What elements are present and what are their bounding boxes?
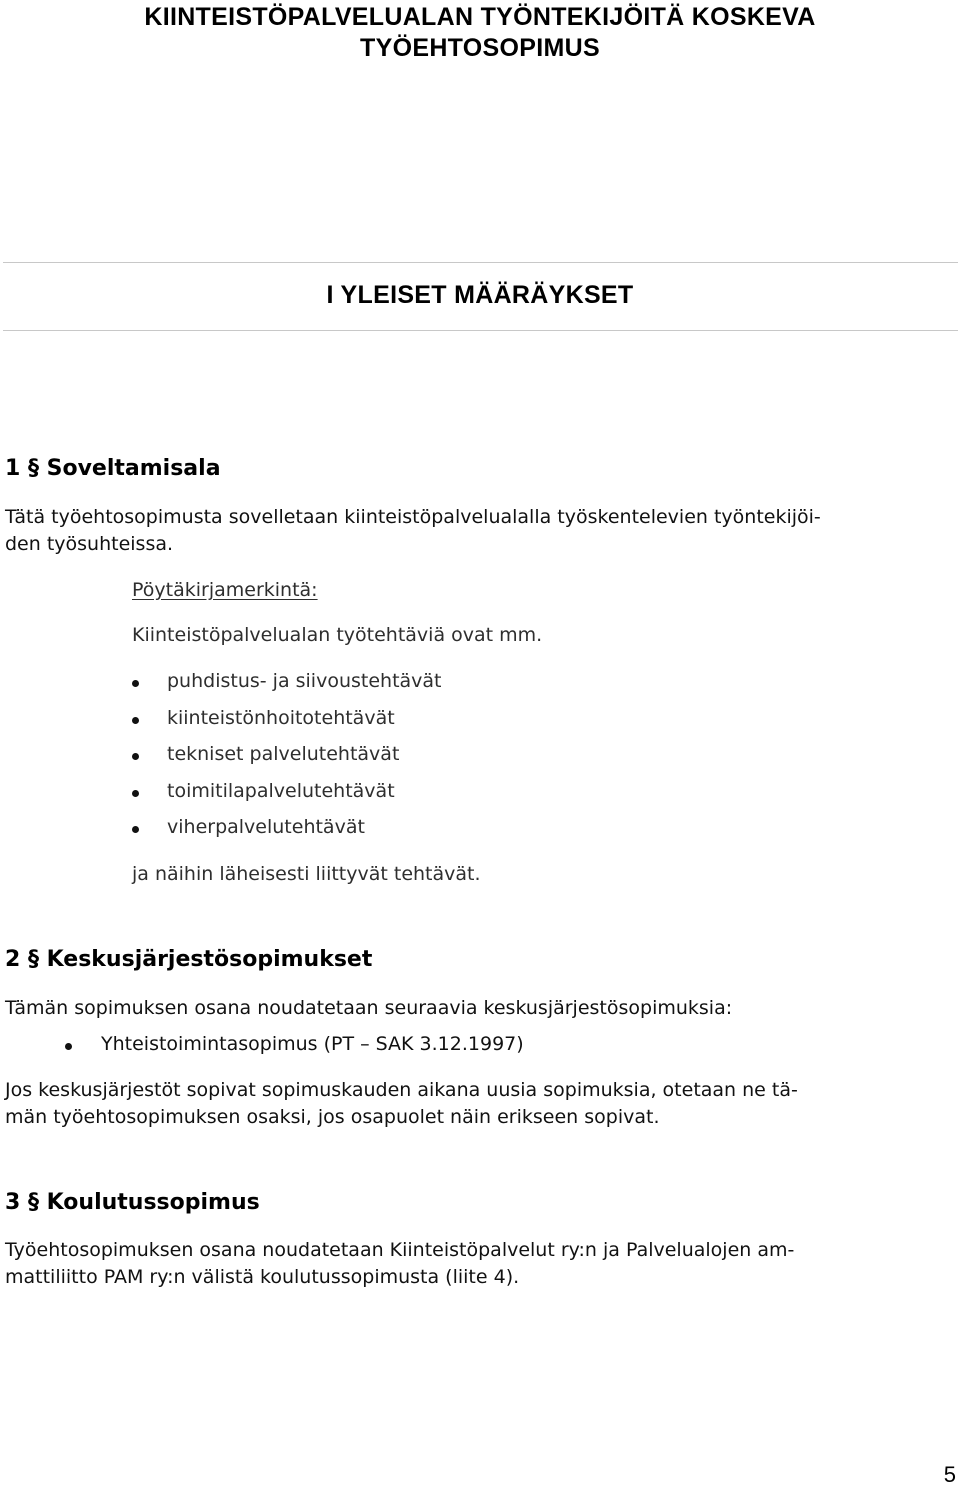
bullet-icon xyxy=(132,826,139,833)
note-intro: Kiinteistöpalvelualan työtehtäviä ovat mm. xyxy=(132,624,543,646)
bullet-icon xyxy=(132,680,139,687)
section-2-paragraph-line-1: Jos keskusjärjestöt sopivat sopimuskauden aikana uusia sopimuksia, otetaan ne tä- xyxy=(5,1079,798,1101)
section-2-paragraph-line-2: män työehtosopimuksen osaksi, jos osapuolet näin erikseen sopivat. xyxy=(5,1106,660,1128)
section-3-heading: 3 § Koulutussopimus xyxy=(5,1190,260,1215)
bullet-icon xyxy=(65,1043,72,1050)
bullet-icon xyxy=(132,753,139,760)
document-title-line-2: TYÖEHTOSOPIMUS xyxy=(360,34,600,62)
bullet-icon xyxy=(132,717,139,724)
list-item: tekniset palvelutehtävät xyxy=(167,743,400,765)
list-item: puhdistus- ja siivoustehtävät xyxy=(167,670,442,692)
bullet-icon xyxy=(132,790,139,797)
note-outro: ja näihin läheisesti liittyvät tehtävät. xyxy=(132,863,481,885)
section-1-paragraph-line-2: den työsuhteissa. xyxy=(5,533,174,555)
section-1-paragraph-line-1: Tätä työehtosopimusta sovelletaan kiinteistöpalvelualalla työskentelevien työntekijöi- xyxy=(5,506,821,528)
document-title xyxy=(0,2,960,64)
part-heading: I YLEISET MÄÄRÄYKSET xyxy=(326,281,634,309)
divider-bottom xyxy=(3,330,958,331)
page-number: 5 xyxy=(943,1462,956,1487)
list-item: kiinteistönhoitotehtävät xyxy=(167,707,395,729)
divider-top xyxy=(3,262,958,263)
list-item: viherpalvelutehtävät xyxy=(167,816,365,838)
list-item: toimitilapalvelutehtävät xyxy=(167,780,395,802)
note-label: Pöytäkirjamerkintä: xyxy=(132,579,318,601)
agreement-list-item: Yhteistoimintasopimus (PT – SAK 3.12.1997) xyxy=(101,1033,524,1055)
document-title-line-1: KIINTEISTÖPALVELUALAN TYÖNTEKIJÖITÄ KOSKEVA xyxy=(144,3,816,31)
section-3-paragraph-line-1: Työehtosopimuksen osana noudatetaan Kiinteistöpalvelut ry:n ja Palvelualojen am- xyxy=(5,1239,795,1261)
section-3-paragraph-line-2: mattiliitto PAM ry:n välistä koulutussopimusta (liite 4). xyxy=(5,1266,520,1288)
section-1-heading: 1 § Soveltamisala xyxy=(5,456,221,481)
section-2-heading: 2 § Keskusjärjestösopimukset xyxy=(5,947,373,972)
section-2-intro: Tämän sopimuksen osana noudatetaan seuraavia keskusjärjestösopimuksia: xyxy=(5,997,733,1019)
